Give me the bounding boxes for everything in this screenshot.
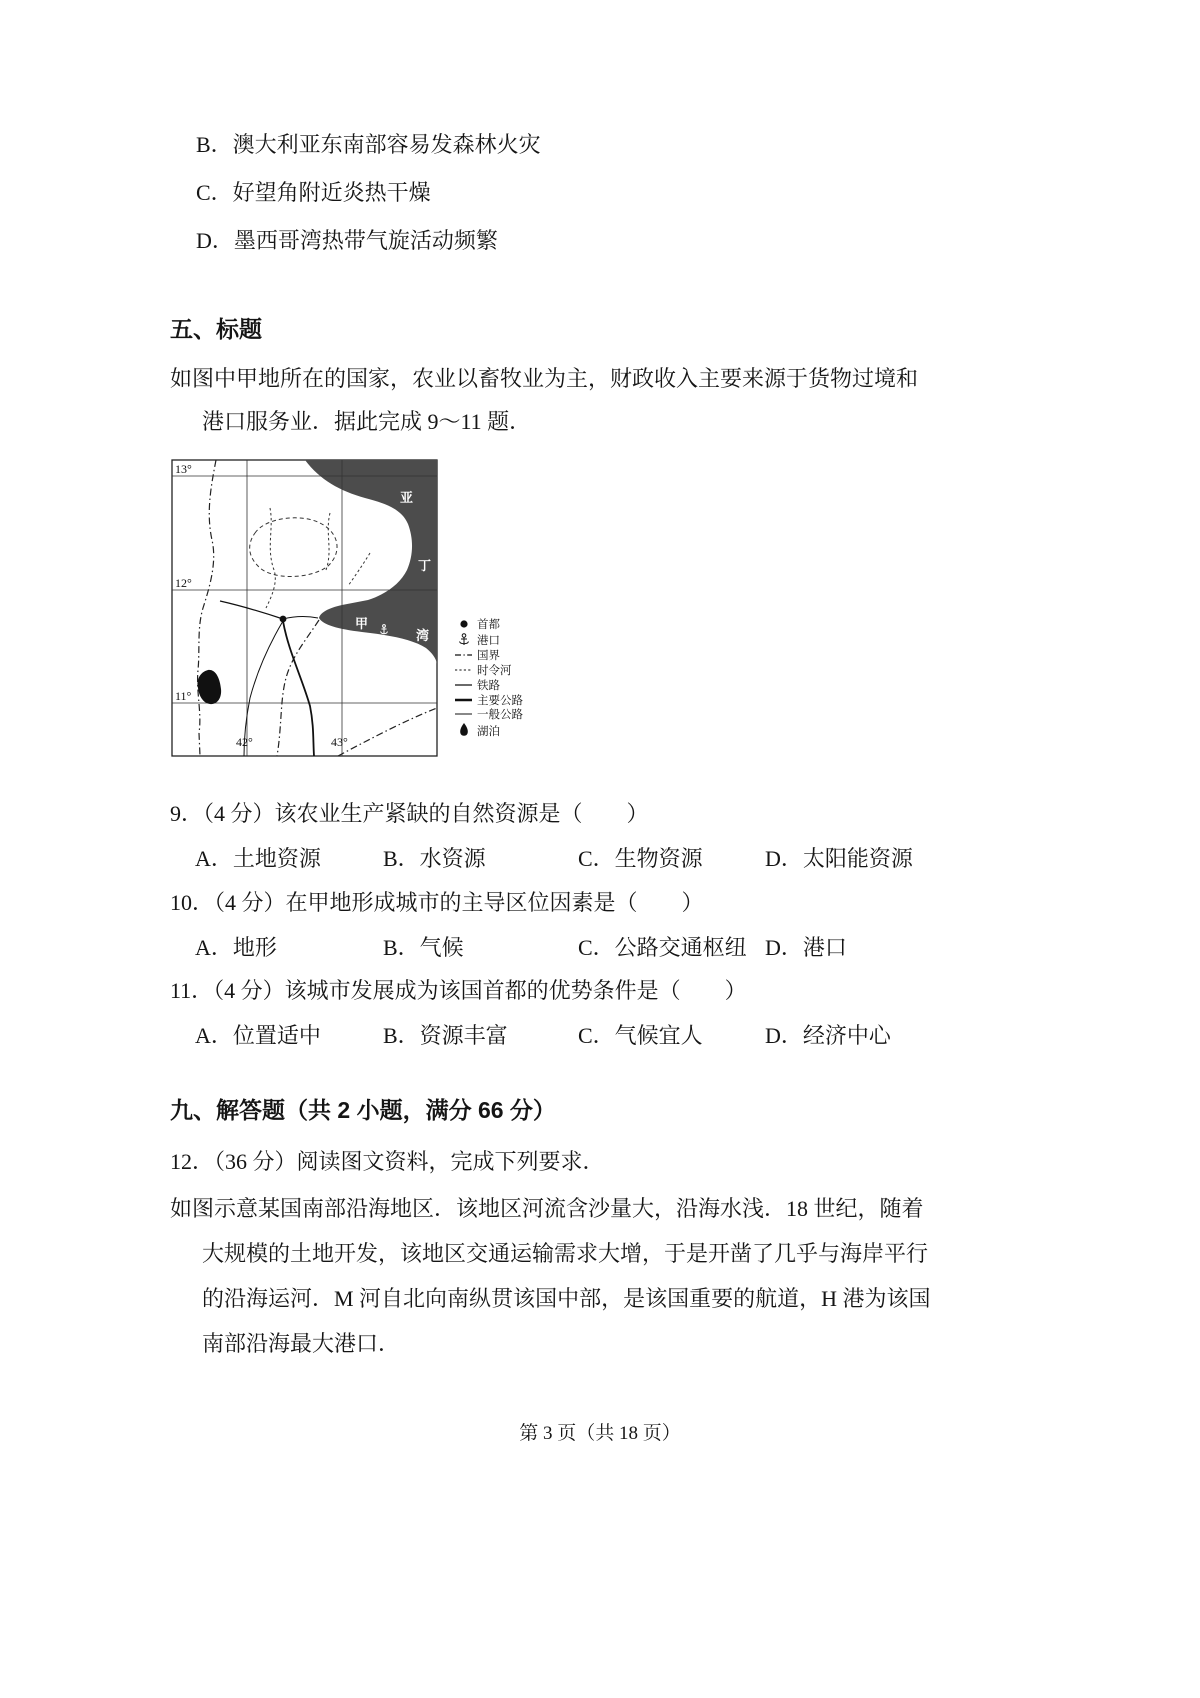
map-legend bbox=[455, 617, 523, 738]
sea-label-wan: 湾 bbox=[416, 628, 430, 643]
legend-border-label: 国界 bbox=[477, 650, 500, 662]
q12-material-line-1: 如图示意某国南部沿海地区．该地区河流含沙量大，沿海水浅．18 世纪，随着 bbox=[170, 1196, 924, 1221]
question-11-stem: 11．（4 分）该城市发展成为该国首都的优势条件是（ ） bbox=[170, 978, 747, 1003]
section-five-intro-line-1: 如图中甲地所在的国家，农业以畜牧业为主，财政收入主要来源于货物过境和 bbox=[170, 366, 919, 391]
map-svg bbox=[170, 458, 545, 762]
q10-option-a: A．地形 bbox=[195, 935, 277, 960]
q11-option-c: C．气候宜人 bbox=[578, 1023, 703, 1048]
legend-seasonal-river-label: 时令河 bbox=[477, 665, 512, 677]
q12-material-line-4: 南部沿海最大港口． bbox=[202, 1331, 401, 1356]
q9-option-d: D．太阳能资源 bbox=[765, 846, 913, 871]
legend-capital-icon bbox=[460, 620, 467, 627]
q10-option-c: C．公路交通枢纽 bbox=[578, 935, 747, 960]
legend-port-label: 港口 bbox=[477, 635, 500, 647]
legend-lake-label: 湖泊 bbox=[477, 726, 500, 738]
q11-option-a: A．位置适中 bbox=[195, 1023, 321, 1048]
q12-material-line-3: 的沿海运河．M 河自北向南纵贯该国中部，是该国重要的航道，H 港为该国 bbox=[202, 1286, 931, 1311]
section-nine-heading: 九、解答题（共 2 小题，满分 66 分） bbox=[170, 1097, 556, 1123]
lat-label-13: 13° bbox=[175, 462, 192, 476]
place-label-jia: 甲 bbox=[355, 616, 369, 631]
question-10-options bbox=[170, 931, 1200, 965]
legend-anchor-icon bbox=[460, 634, 469, 645]
map-figure bbox=[170, 458, 545, 762]
prev-option-b: B．澳大利亚东南部容易发森林火灾 bbox=[196, 132, 541, 157]
q9-option-c: C．生物资源 bbox=[578, 846, 703, 871]
question-9-options bbox=[170, 842, 1200, 876]
q10-option-d: D．港口 bbox=[765, 935, 847, 960]
legend-capital-label: 首都 bbox=[477, 619, 500, 631]
prev-option-d: D．墨西哥湾热带气旋活动频繁 bbox=[196, 228, 498, 253]
legend-lake-icon bbox=[460, 723, 468, 736]
q11-option-b: B．资源丰富 bbox=[383, 1023, 508, 1048]
lon-label-42: 42° bbox=[236, 735, 253, 749]
prev-option-c: C．好望角附近炎热干燥 bbox=[196, 180, 431, 205]
question-9-stem: 9．（4 分）该农业生产紧缺的自然资源是（ ） bbox=[170, 801, 649, 826]
page-footer: 第 3 页（共 18 页） bbox=[519, 1423, 681, 1444]
q11-option-d: D．经济中心 bbox=[765, 1023, 891, 1048]
section-five-intro-line-2: 港口服务业．据此完成 9～11 题． bbox=[202, 409, 532, 434]
legend-main-road-label: 主要公路 bbox=[477, 695, 523, 707]
sea-label-ya: 亚 bbox=[400, 490, 414, 505]
sea-label-ding: 丁 bbox=[418, 558, 432, 573]
question-11-options bbox=[170, 1019, 1200, 1053]
legend-ordinary-road-label: 一般公路 bbox=[477, 709, 523, 721]
lat-label-12: 12° bbox=[175, 576, 192, 590]
lat-label-11: 11° bbox=[175, 689, 192, 703]
section-five-heading: 五、标题 bbox=[170, 316, 262, 342]
q9-option-b: B．水资源 bbox=[383, 846, 486, 871]
q12-material-line-2: 大规模的土地开发，该地区交通运输需求大增，于是开凿了几乎与海岸平行 bbox=[202, 1241, 929, 1266]
q9-option-a: A．土地资源 bbox=[195, 846, 321, 871]
lon-label-43: 43° bbox=[331, 735, 348, 749]
question-10-stem: 10．（4 分）在甲地形成城市的主导区位因素是（ ） bbox=[170, 890, 704, 915]
legend-railway-label: 铁路 bbox=[477, 680, 500, 692]
question-12-stem: 12．（36 分）阅读图文资料，完成下列要求． bbox=[170, 1149, 605, 1174]
capital-dot bbox=[280, 616, 287, 623]
q10-option-b: B．气候 bbox=[383, 935, 464, 960]
